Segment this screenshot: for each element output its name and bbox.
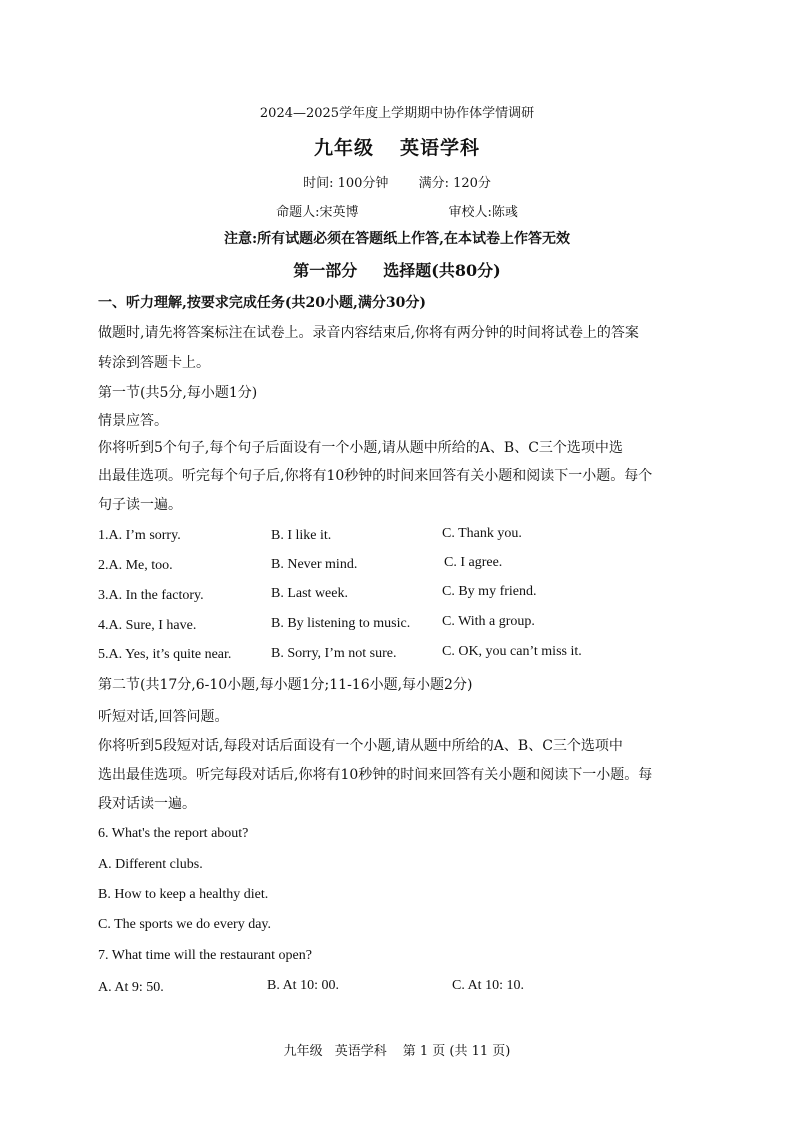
q3-option-c: C. By my friend. bbox=[442, 584, 537, 599]
q2-option-a: 2.A. Me, too. bbox=[98, 558, 173, 573]
reviewer-label: 审校人: bbox=[448, 205, 492, 220]
subsection-two-heading: 第二节(共17分,6-10小题,每小题1分;11-16小题,每小题2分) bbox=[98, 677, 473, 693]
subsection-two-line-3: 段对话读一遍。 bbox=[98, 796, 196, 812]
q4-option-a: 4.A. Sure, I have. bbox=[98, 618, 197, 633]
q5-option-c: C. OK, you can’t miss it. bbox=[442, 644, 582, 659]
score-value: 120分 bbox=[453, 176, 491, 191]
subsection-one-type: 情景应答。 bbox=[98, 413, 168, 429]
footer-grade: 九年级 bbox=[283, 1044, 323, 1059]
author-label: 命题人: bbox=[276, 205, 320, 220]
q2-option-c: C. I agree. bbox=[444, 555, 503, 570]
q3-option-a: 3.A. In the factory. bbox=[98, 588, 204, 603]
time-value: 100分钟 bbox=[337, 176, 389, 191]
part-one-label: 第一部分 bbox=[293, 261, 358, 280]
grade-label: 九年级 bbox=[313, 137, 374, 159]
q2-option-b: B. Never mind. bbox=[271, 557, 358, 572]
score-label: 满分: bbox=[418, 176, 449, 191]
subsection-one-line-2: 出最佳选项。听完每个句子后,你将有10秒钟的时间来回答有关小题和阅读下一小题。每个 bbox=[98, 468, 653, 484]
q6-option-c: C. The sports we do every day. bbox=[98, 917, 272, 932]
page-footer bbox=[0, 1040, 794, 1059]
subsection-two-line-1: 你将听到5段短对话,每段对话后面设有一个小题,请从题中所给的A、B、C三个选项中 bbox=[98, 738, 623, 754]
q5-option-a: 5.A. Yes, it’s quite near. bbox=[98, 647, 232, 662]
q6-option-a: A. Different clubs. bbox=[98, 857, 203, 872]
subsection-two-line-2: 选出最佳选项。听完每段对话后,你将有10秒钟的时间来回答有关小题和阅读下一小题。每 bbox=[98, 767, 653, 783]
q7-option-a: A. At 9: 50. bbox=[98, 980, 164, 995]
subsection-one-line-3: 句子读一遍。 bbox=[98, 497, 182, 513]
q7-option-b: B. At 10: 00. bbox=[267, 978, 339, 993]
q3-option-b: B. Last week. bbox=[271, 586, 348, 601]
subsection-two-type: 听短对话,回答问题。 bbox=[98, 709, 229, 725]
exam-title bbox=[0, 133, 794, 160]
q7-option-c: C. At 10: 10. bbox=[452, 978, 524, 993]
q4-option-b: B. By listening to music. bbox=[271, 616, 411, 631]
q4-option-c: C. With a group. bbox=[442, 614, 535, 629]
footer-subject: 英语学科 bbox=[334, 1044, 387, 1059]
q6-stem: 6. What's the report about? bbox=[98, 826, 249, 841]
section-listening-heading: 一、听力理解,按要求完成任务(共20小题,满分30分) bbox=[98, 295, 426, 311]
subsection-one-line-1: 你将听到5个句子,每个句子后面设有一个小题,请从题中所给的A、B、C三个选项中选 bbox=[98, 440, 623, 456]
time-label: 时间: bbox=[303, 176, 334, 191]
exam-authors bbox=[0, 201, 794, 220]
q1-option-a: 1.A. I’m sorry. bbox=[98, 528, 181, 543]
subsection-one-heading: 第一节(共5分,每小题1分) bbox=[98, 385, 258, 401]
q1-option-c: C. Thank you. bbox=[442, 526, 522, 541]
q7-stem: 7. What time will the restaurant open? bbox=[98, 948, 312, 963]
part-one-subtitle: 选择题(共80分) bbox=[383, 261, 501, 280]
exam-school-line: 2024—2025学年度上学期期中协作体学情调研 bbox=[259, 106, 535, 121]
q1-option-b: B. I like it. bbox=[271, 528, 332, 543]
section-listening-instruction-2: 转涂到答题卡上。 bbox=[98, 355, 210, 371]
part-one-title bbox=[0, 258, 794, 281]
subject-label: 英语学科 bbox=[400, 137, 481, 159]
footer-page-number: 第 1 页 (共 11 页) bbox=[402, 1044, 511, 1059]
q6-option-b: B. How to keep a healthy diet. bbox=[98, 887, 269, 902]
q5-option-b: B. Sorry, I’m not sure. bbox=[271, 646, 397, 661]
reviewer-name: 陈彧 bbox=[491, 205, 518, 220]
exam-notice: 注意:所有试题必须在答题纸上作答,在本试卷上作答无效 bbox=[223, 231, 571, 247]
author-name: 宋英博 bbox=[319, 205, 359, 220]
section-listening-instruction-1: 做题时,请先将答案标注在试卷上。录音内容结束后,你将有两分钟的时间将试卷上的答案 bbox=[98, 325, 639, 341]
exam-time-score bbox=[0, 172, 794, 191]
